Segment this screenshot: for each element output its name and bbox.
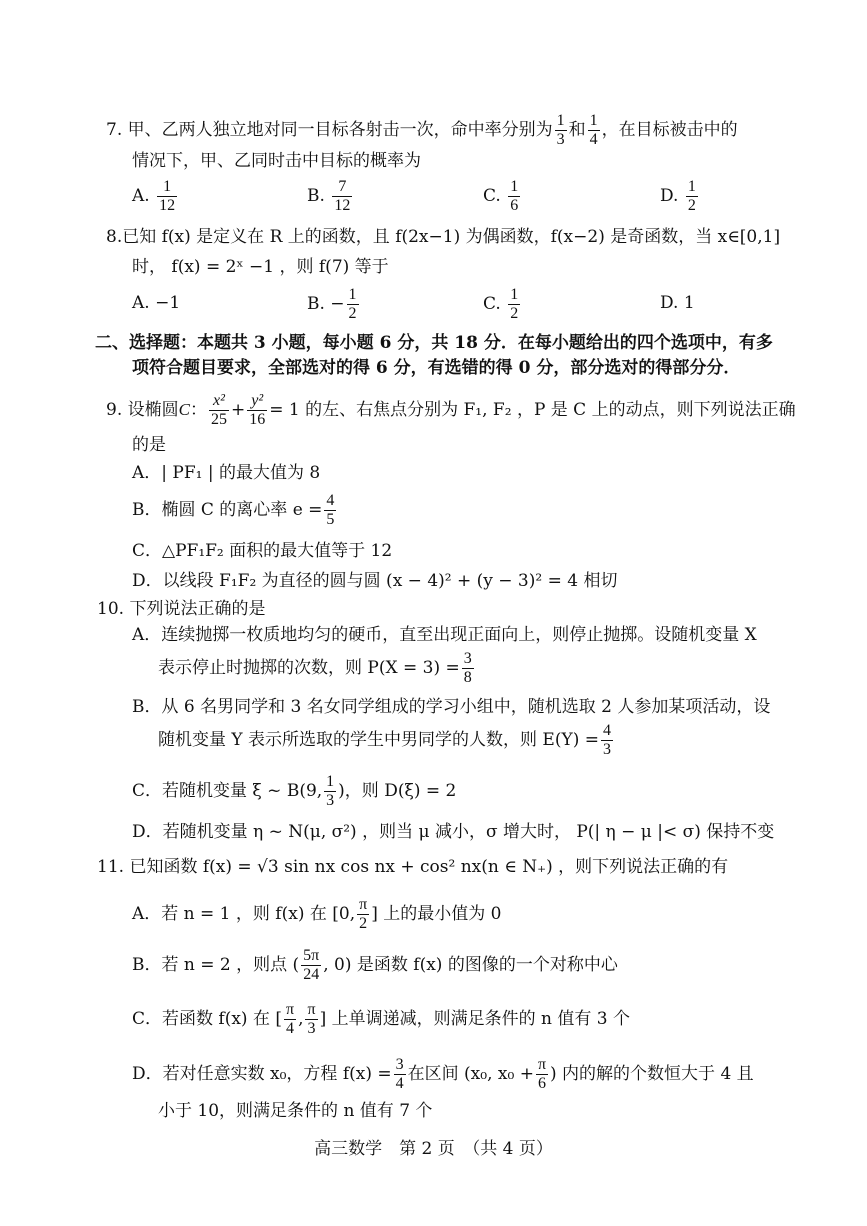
q11-option-b: B．若 n = 2 ，则点 ( $\frac{5\pi}{24}$ , 0) 是函数 f(x) 的图像的一个对称中心 bbox=[132, 947, 618, 983]
q10-title-line bbox=[97, 598, 265, 620]
q9-frac-x: $\frac{\text{x²}}{25}$ bbox=[210, 392, 227, 428]
page-footer: 高三数学 第 2 页 （共 4 页） bbox=[314, 1139, 553, 1159]
q9-pre: 设椭圆 bbox=[127, 400, 179, 420]
q7-line2: 情况下，甲、乙同时击中目标的概率为 bbox=[132, 151, 421, 171]
q9-line1 bbox=[106, 392, 796, 429]
q10-option-b-line2: 随机变量 Y 表示所选取的学生中男同学的人数，则 E(Y) = $\frac{4}{3}$ bbox=[158, 722, 611, 758]
q9-colon: ： bbox=[189, 400, 207, 420]
q9-option-a: A．| PF₁ | 的最大值为 8 bbox=[132, 463, 321, 483]
q8-line1 bbox=[106, 226, 780, 248]
q11-option-d-line2: 小于 10，则满足条件的 n 值有 7 个 bbox=[158, 1101, 433, 1121]
q8-option-b: B. − $\frac{1}{2}$ bbox=[307, 286, 357, 322]
q7-and: 和 bbox=[568, 120, 586, 140]
q9-option-c: C．△PF₁F₂ 面积的最大值等于 12 bbox=[132, 541, 393, 561]
q9-frac-y: $\frac{\text{y²}}{16}$ bbox=[249, 392, 266, 428]
q11-option-c: C．若函数 f(x) 在 [ $\frac{\pi}{4}$ , $\frac{\pi}{3}$ ] 上单调递减，则满足条件的 n 值有 3 个 bbox=[132, 1001, 630, 1037]
q9-option-b: B．椭圆 C 的离心率 e = $\frac{4}{5}$ bbox=[132, 492, 335, 528]
q8-option-c: C. $\frac{1}{2}$ bbox=[483, 286, 519, 322]
q11-option-a: A．若 n = 1 ，则 f(x) 在 [0, $\frac{\pi}{2}$ ] 上的最小值为 0 bbox=[132, 896, 502, 932]
q10-option-d: D．若随机变量 η ~ N(μ, σ²) ，则当 μ 减小，σ 增大时， P(| η − μ |< σ) 保持不变 bbox=[132, 822, 775, 842]
section2-line1: 二、选择题：本题共 3 小题，每小题 6 分，共 18 分．在每小题给出的四个选项中，有多 bbox=[95, 333, 773, 353]
q7-frac1: $\frac{1}{3}$ bbox=[556, 112, 565, 148]
q8-option-a: A. −1 bbox=[132, 293, 181, 313]
q7-option-c: C. $\frac{1}{6}$ bbox=[483, 178, 519, 214]
q10-option-a-line1: A．连续抛掷一枚质地均匀的硬币，直至出现正面向上，则停止抛掷。设随机变量 X bbox=[132, 625, 757, 645]
q11-number: 11. bbox=[97, 857, 125, 877]
q7-frac2: $\frac{1}{4}$ bbox=[589, 112, 598, 148]
q8-line2: 时， f(x) = 2ˣ −1 ，则 f(7) 等于 bbox=[132, 257, 389, 277]
q10-title: 下列说法正确的是 bbox=[129, 599, 266, 619]
q11-title: 已知函数 f(x) = √3 sin nx cos nx + cos² nx(n ∈ N₊) ，则下列说法正确的有 bbox=[129, 857, 729, 877]
q10-option-a-line2: 表示停止时抛掷的次数，则 P(X = 3) = $\frac{3}{8}$ bbox=[158, 650, 472, 686]
q9-plus: + bbox=[230, 400, 246, 420]
q11-title-line bbox=[97, 856, 728, 878]
q9-option-d: D．以线段 F₁F₂ 为直径的圆与圆 (x − 4)² + (y − 3)² = 4 相切 bbox=[132, 571, 618, 591]
q7-option-b: B. $\frac{7}{12}$ bbox=[307, 178, 351, 214]
q10-option-b-line1: B．从 6 名男同学和 3 名女同学组成的学习小组中，随机选取 2 人参加某项活动，设 bbox=[132, 697, 771, 717]
q9-line2: 的是 bbox=[132, 435, 166, 455]
q9-number: 9. bbox=[106, 400, 123, 420]
q10-number: 10. bbox=[97, 599, 125, 619]
q7-number: 7. bbox=[106, 120, 123, 140]
q7-text-a: 甲、乙两人独立地对同一目标各射击一次，命中率分别为 bbox=[127, 120, 553, 140]
q10-option-c: C．若随机变量 ξ ~ B(9, $\frac{1}{3}$ )，则 D(ξ) = 2 bbox=[132, 773, 457, 809]
q7-line1 bbox=[106, 112, 738, 149]
q8-option-d: D. 1 bbox=[660, 293, 695, 313]
q9-c: C bbox=[178, 400, 190, 419]
q7-option-a: A. $\frac{1}{12}$ bbox=[132, 178, 176, 214]
q8-number: 8. bbox=[106, 227, 123, 247]
q11-option-d-line1: D．若对任意实数 x₀，方程 f(x) = $\frac{3}{4}$ 在区间 (x₀, x₀ + $\frac{\pi}{6}$ ) 内的解的个数恒大于 4 且 bbox=[132, 1056, 754, 1092]
q8-text: 已知 f(x) 是定义在 R 上的函数，且 f(2x−1) 为偶函数，f(x−2) 是奇函数，当 x∈[0,1] bbox=[122, 227, 781, 247]
section2-line2: 项符合题目要求，全部选对的得 6 分，有选错的得 0 分，部分选对的得部分分． bbox=[132, 358, 741, 378]
q9-eq: = 1 的左、右焦点分别为 F₁, F₂ ，P 是 C 上的动点，则下列说法正确 bbox=[269, 400, 796, 420]
q7-option-d: D. $\frac{1}{2}$ bbox=[660, 178, 696, 214]
q7-text-b: ，在目标被击中的 bbox=[601, 120, 738, 140]
